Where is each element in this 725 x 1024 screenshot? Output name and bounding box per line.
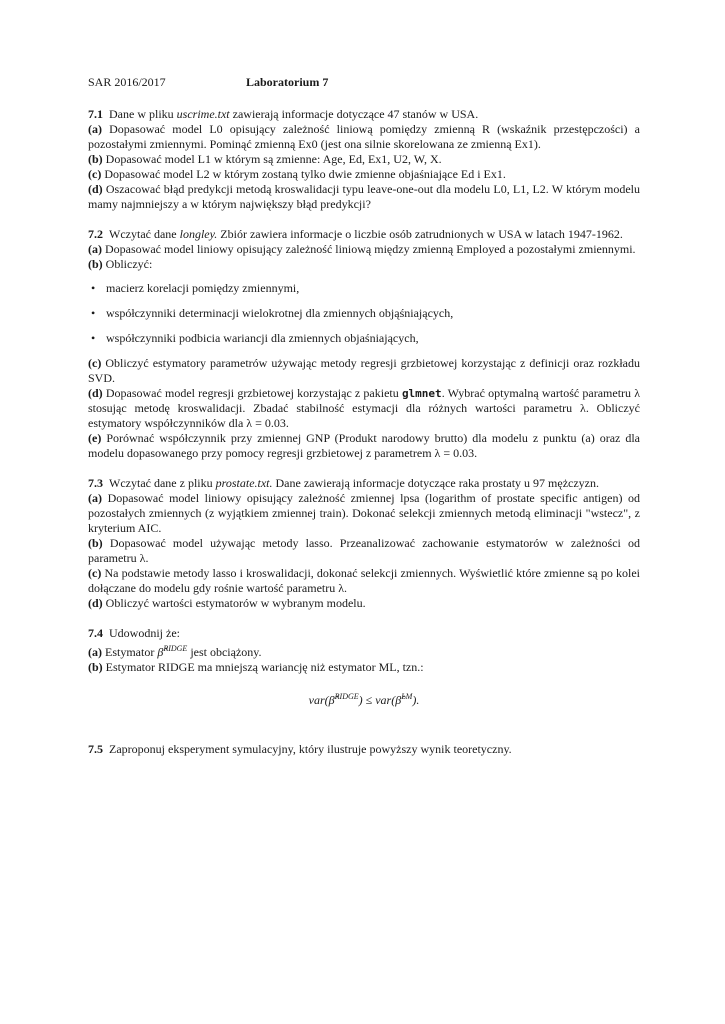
subtask-text: Estymator RIDGE ma mniejszą wariancję niż estymator ML, tzn.:: [105, 660, 424, 674]
subtask-text: Na podstawie metody lasso i kroswalidacji, dokonać selekcji zmiennych. Wyświetlić które zmienne są po kolei dołączane do modelu gdy rośnie wartość parametru λ.: [88, 566, 641, 595]
task-7-3: [88, 476, 640, 611]
package-name: glmnet: [401, 387, 442, 400]
subtask-text: Dopasować model L1 w którym są zmienne: Age, Ed, Ex1, U2, W, X.: [105, 152, 442, 166]
subtask-label: (b): [88, 152, 103, 166]
subtask-label: (b): [88, 257, 103, 271]
subtask-label: (b): [88, 660, 103, 674]
subtask-text: Obliczyć estymatory parametrów używając metody regresji grzbietowej korzystając z definicji oraz rozkładu SVD.: [88, 356, 641, 385]
subtask-b: [88, 660, 640, 675]
intro-text: Dane zawierają informacje dotyczące raka prostaty u 97 mężczyzn.: [272, 476, 600, 490]
bullet-icon: •: [91, 331, 96, 345]
task-intro: [88, 742, 640, 757]
bullet-icon: •: [91, 306, 96, 320]
subtask-label: (a): [88, 491, 102, 505]
subtask-c: [88, 356, 640, 386]
subtask-text: Dopasować model liniowy opisujący zależność liniową między zmienną Employed a pozostałymi zmiennymi.: [105, 242, 636, 256]
subtask-text: Oszacować błąd predykcji metodą kroswalidacji typu leave-one-out dla modelu L0, L1, L2. W którym modelu mamy najmniejszy a w którym największy błąd predykcji?: [88, 182, 640, 211]
file-name: prostate.txt.: [215, 476, 273, 490]
superscript: LM: [401, 692, 413, 701]
subtask-d: [88, 596, 640, 611]
task-intro: [88, 626, 640, 641]
subtask-label: (c): [88, 356, 102, 370]
subtask-b: [88, 152, 640, 167]
document-page: [88, 75, 640, 772]
subtask-text: Obliczyć wartości estymatorów w wybranym modelu.: [105, 596, 366, 610]
task-number: 7.3: [88, 476, 103, 490]
superscript: RIDGE: [163, 644, 188, 653]
intro-text: Zaproponuj eksperyment symulacyjny, który ilustruje powyższy wynik teoretyczny.: [109, 742, 512, 756]
list-item: [91, 306, 640, 321]
task-number: 7.1: [88, 107, 103, 121]
subtask-text: Dopasować model L2 w którym zostaną tylko dwie zmienne objaśniające Ed i Ex1.: [104, 167, 506, 181]
subtask-label: (d): [88, 182, 103, 196]
lab-title: Laboratorium 7: [246, 75, 329, 89]
page-header: [88, 75, 640, 91]
subtask-a: [88, 242, 640, 257]
subtask-text: . Wybrać optymalną wartość parametru λ stosując metodę kroswalidacji. Zbadać stabilność estymacji dla różnych wartości parametru λ. Obliczyć estymatory współczynników dla λ = 0.03.: [88, 386, 641, 430]
subtask-label: (b): [88, 536, 103, 550]
subtask-c: [88, 566, 640, 596]
subtask-label: (a): [88, 122, 102, 136]
formula-paren: ).: [412, 693, 420, 707]
subtask-d: [88, 386, 640, 431]
list-item: [91, 281, 640, 296]
subtask-a: [88, 491, 640, 536]
intro-text: zawierają informacje dotyczące 47 stanów w USA.: [229, 107, 479, 121]
subtask-label: (c): [88, 566, 102, 580]
superscript: RIDGE: [334, 692, 359, 701]
task-number: 7.4: [88, 626, 103, 640]
subtask-d: [88, 182, 640, 212]
subtask-a: [88, 641, 640, 660]
bullet-list: [88, 281, 640, 346]
subtask-text: Dopasować model liniowy opisujący zależność zmiennej lpsa (logarithm of prostate specific antigen) od pozostałych zmiennych (z wyjątkiem zmiennej train). Dokonać selekcji zmiennych metodą eliminacji "wstecz", z kryterium AIC.: [88, 491, 641, 535]
task-7-1: [88, 107, 640, 212]
task-7-2: [88, 227, 640, 461]
task-intro: [88, 227, 640, 242]
subtask-c: [88, 167, 640, 182]
subtask-b: [88, 536, 640, 566]
subtask-a: [88, 122, 640, 152]
course-label: SAR 2016/2017: [88, 75, 166, 89]
subtask-label: (c): [88, 167, 102, 181]
intro-text: Wczytać dane z pliku: [109, 476, 216, 490]
intro-text: Udowodnij że:: [109, 626, 180, 640]
task-intro: [88, 107, 640, 122]
variance-inequality: [88, 689, 640, 708]
intro-text: Dane w pliku: [109, 107, 177, 121]
list-item-text: macierz korelacji pomiędzy zmiennymi,: [106, 281, 300, 295]
subtask-text: Porównać współczynnik przy zmiennej GNP (Produkt narodowy brutto) dla modelu z punktu (a) oraz dla modelu dopasowanego przy pomocy regresji grzbietowej z parametrem λ = 0.03.: [88, 431, 641, 460]
task-number: 7.5: [88, 742, 103, 756]
subtask-b: [88, 257, 640, 272]
leq-operator: ≤: [362, 693, 376, 707]
file-name: uscrime.txt: [176, 107, 230, 121]
intro-text: Wczytać dane: [109, 227, 180, 241]
subtask-label: (a): [88, 242, 102, 256]
subtask-text: Dopasować model regresji grzbietowej korzystając z pakietu: [105, 386, 402, 400]
subtask-label: (d): [88, 386, 103, 400]
formula-lhs: var(β̂: [308, 693, 335, 707]
bullet-icon: •: [91, 281, 96, 295]
subtask-text: Dopasować model L0 opisujący zależność liniową pomiędzy zmienną R (wskaźnik przestępczości) a pozostałymi zmiennymi. Pominąć zmienną Ex0 (jest ona silnie skorelowana ze zmienną Ex1).: [88, 122, 640, 151]
beta-symbol: β̂: [157, 645, 164, 659]
task-number: 7.2: [88, 227, 103, 241]
subtask-text: Estymator: [105, 645, 158, 659]
subtask-e: [88, 431, 640, 461]
subtask-label: (e): [88, 431, 102, 445]
subtask-text: Dopasować model używając metody lasso. Przeanalizować zachowanie estymatorów w zależności od parametru λ.: [88, 536, 641, 565]
list-item: [91, 331, 640, 346]
intro-text: Zbiór zawiera informacje o liczbie osób zatrudnionych w USA w latach 1947-1962.: [217, 227, 623, 241]
formula-paren: ): [358, 693, 363, 707]
formula-rhs: var(β̂: [375, 693, 402, 707]
subtask-text: jest obciążony.: [187, 645, 262, 659]
list-item-text: współczynniki podbicia wariancji dla zmiennych objaśniających,: [106, 331, 419, 345]
dataset-name: longley.: [179, 227, 218, 241]
task-7-5: [88, 742, 640, 757]
task-7-4: [88, 626, 640, 708]
subtask-label: (a): [88, 645, 102, 659]
list-item-text: współczynniki determinacji wielokrotnej dla zmiennych objąśniających,: [106, 306, 454, 320]
subtask-label: (d): [88, 596, 103, 610]
task-intro: [88, 476, 640, 491]
subtask-text: Obliczyć:: [105, 257, 153, 271]
